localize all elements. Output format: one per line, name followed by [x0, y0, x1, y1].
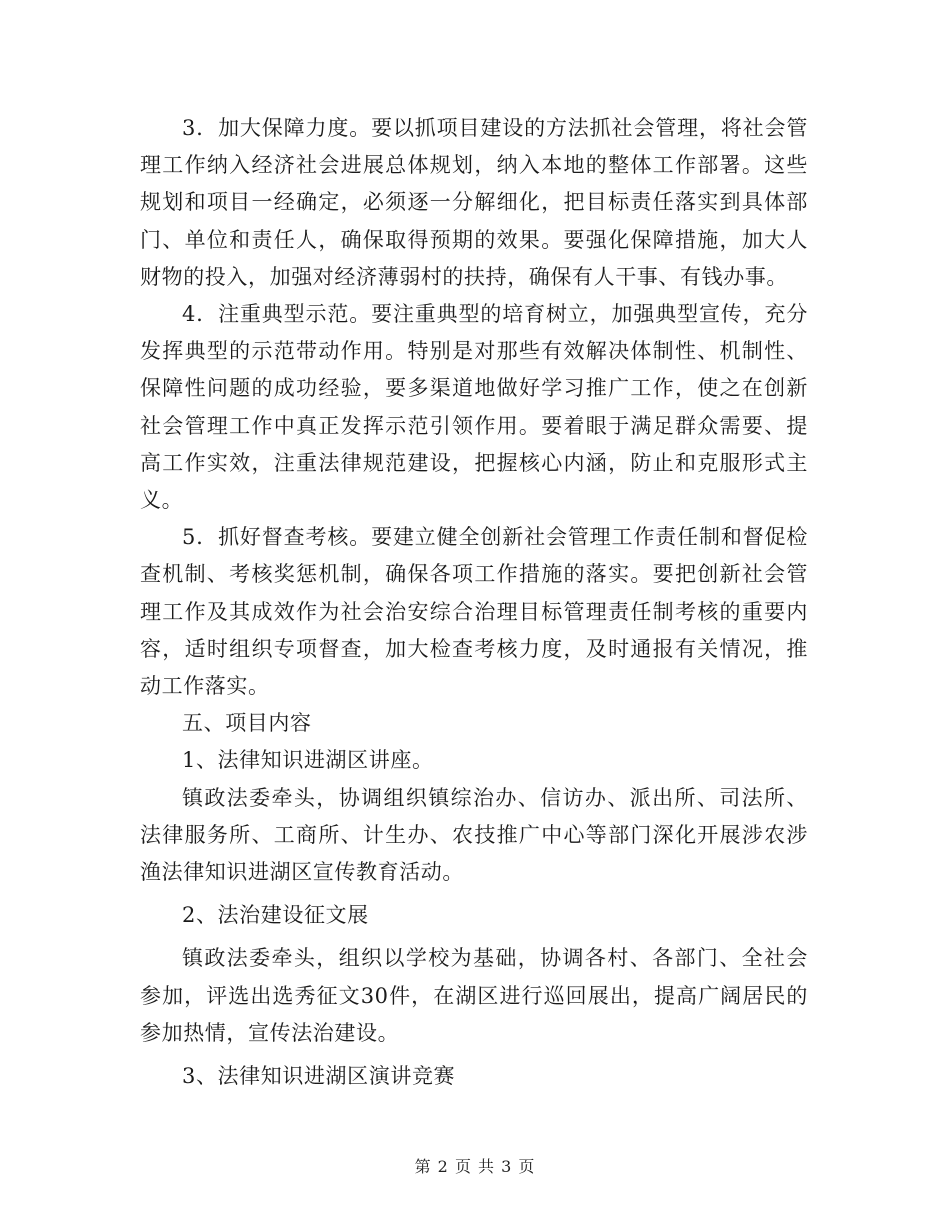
paragraph-guarantee: 3．加大保障力度。要以抓项目建设的方法抓社会管理，将社会管理工作纳入经济社会进展总体规划，纳入本地的整体工作部署。这些规划和项目一经确定，必须逐一分解细化，把目标责任落实到具体部门、单位和责任人，确保取得预期的效果。要强化保障措施，加大人财物的投入，加强对经济薄弱村的扶持，确保有人干事、有钱办事。: [140, 116, 808, 289]
section-heading-project-content: 五、项目内容: [182, 711, 312, 736]
item-heading-legal-lecture: 1、法律知识进湖区讲座。: [182, 748, 434, 773]
paragraph-typical-demonstration: 4．注重典型示范。要注重典型的培育树立，加强典型宣传，充分发挥典型的示范带动作用。特别是对那些有效解决体制性、机制性、保障性问题的成功经验，要多渠道地做好学习推广工作，使之在创新社会管理工作中真正发挥示范引领作用。要着眼于满足群众需要、提高工作实效，注重法律规范建设，把握核心内涵，防止和克服形式主义。: [140, 302, 808, 513]
paragraph-supervision: 5．抓好督查考核。要建立健全创新社会管理工作责任制和督促检查机制、考核奖惩机制，确保各项工作措施的落实。要把创新社会管理工作及其成效作为社会治安综合治理目标管理责任制考核的重要内容，适时组织专项督查，加大检查考核力度，及时通报有关情况，推动工作落实。: [140, 525, 808, 699]
paragraph-essay-exhibition: 镇政法委牵头，组织以学校为基础，协调各村、各部门、全社会参加，评选出选秀征文30件，在湖区进行巡回展出，提高广阔居民的参加热情，宣传法治建设。: [140, 946, 808, 1045]
document-body: [140, 110, 808, 1095]
item-heading-speech-contest: 3、法律知识进湖区演讲竞赛: [182, 1064, 456, 1089]
item-heading-essay-exhibition: 2、法治建设征文展: [182, 903, 369, 928]
paragraph-legal-lecture: 镇政法委牵头，协调组织镇综治办、信访办、派出所、司法所、法律服务所、工商所、计生办、农技推广中心等部门深化开展涉农涉渔法律知识进湖区宣传教育活动。: [140, 785, 808, 885]
page-number-footer: 第 2 页 共 3 页: [414, 1157, 536, 1176]
